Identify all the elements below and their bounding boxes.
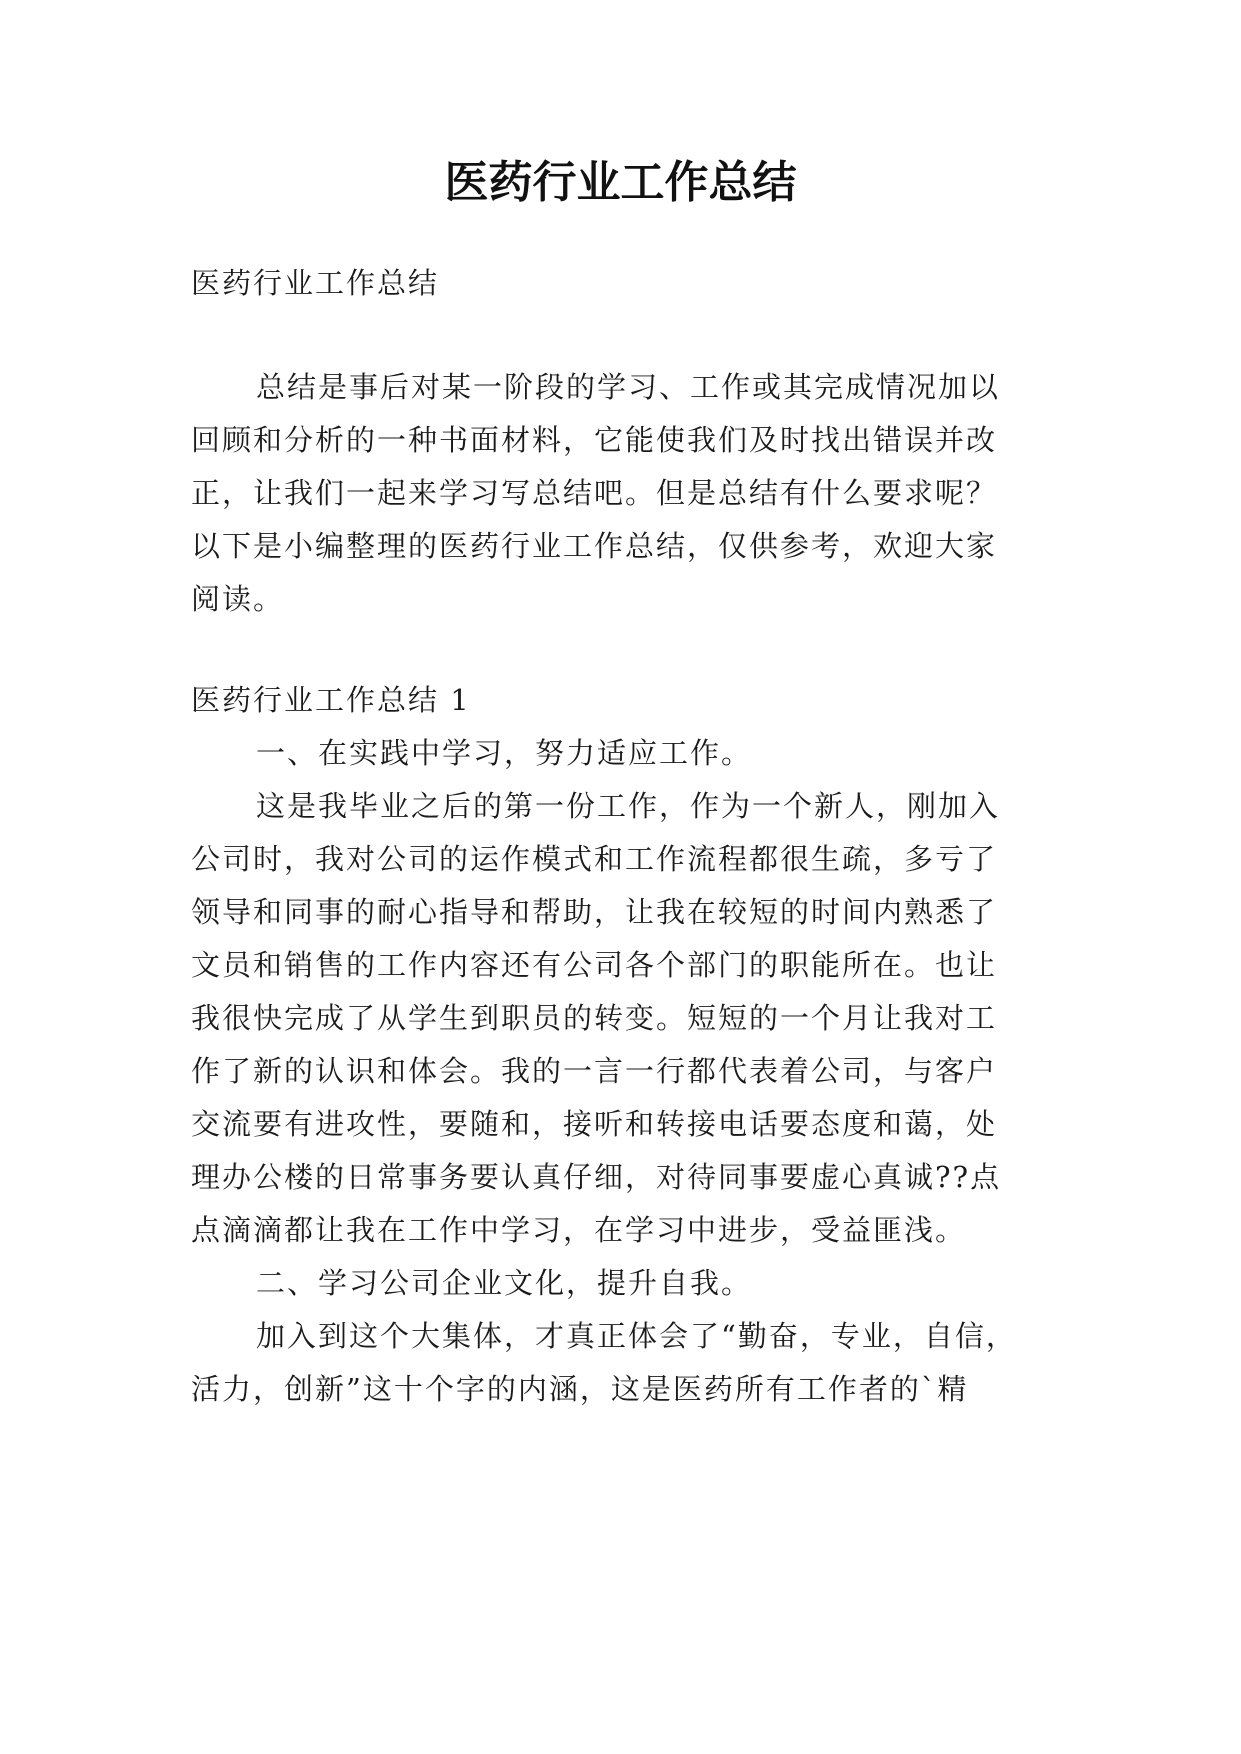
intro-line: 以下是小编整理的医药行业工作总结，仅供参考，欢迎大家: [191, 529, 998, 563]
intro-line: 正，让我们一起来学习写总结吧。但是总结有什么要求呢？: [191, 476, 998, 510]
body-line: 这是我毕业之后的第一份工作，作为一个新人，刚加入: [256, 789, 1001, 823]
body-line: 作了新的认识和体会。我的一言一行都代表着公司，与客户: [191, 1054, 998, 1088]
point-heading: 二、学习公司企业文化，提升自我。: [256, 1266, 753, 1300]
body-line: 活力，创新”这十个字的内涵，这是医药所有工作者的`精: [191, 1372, 969, 1406]
intro-line: 回顾和分析的一种书面材料，它能使我们及时找出错误并改: [191, 423, 998, 457]
intro-line: 总结是事后对某一阶段的学习、工作或其完成情况加以: [256, 370, 1001, 404]
body-line: 领导和同事的耐心指导和帮助，让我在较短的时间内熟悉了: [191, 895, 998, 929]
body-line: 公司时，我对公司的运作模式和工作流程都很生疏，多亏了: [191, 842, 998, 876]
body-line: 文员和销售的工作内容还有公司各个部门的职能所在。也让: [191, 948, 998, 982]
body-line: 点滴滴都让我在工作中学习，在学习中进步，受益匪浅。: [191, 1213, 967, 1247]
body-line: 我很快完成了从学生到职员的转变。短短的一个月让我对工: [191, 1001, 998, 1035]
point-heading: 一、在实践中学习，努力适应工作。: [256, 736, 753, 770]
body-line: 加入到这个大集体，才真正体会了“勤奋，专业，自信，: [256, 1319, 1017, 1353]
intro-line: 阅读。: [191, 582, 285, 616]
document-subtitle: 医药行业工作总结: [191, 266, 440, 300]
document-title: 医药行业工作总结: [444, 157, 797, 208]
body-line: 交流要有进攻性，要随和，接听和转接电话要态度和蔼，处: [191, 1107, 998, 1141]
section-heading: 医药行业工作总结 1: [191, 683, 471, 717]
body-line: 理办公楼的日常事务要认真仔细，对待同事要虚心真诚??点: [191, 1160, 1002, 1194]
